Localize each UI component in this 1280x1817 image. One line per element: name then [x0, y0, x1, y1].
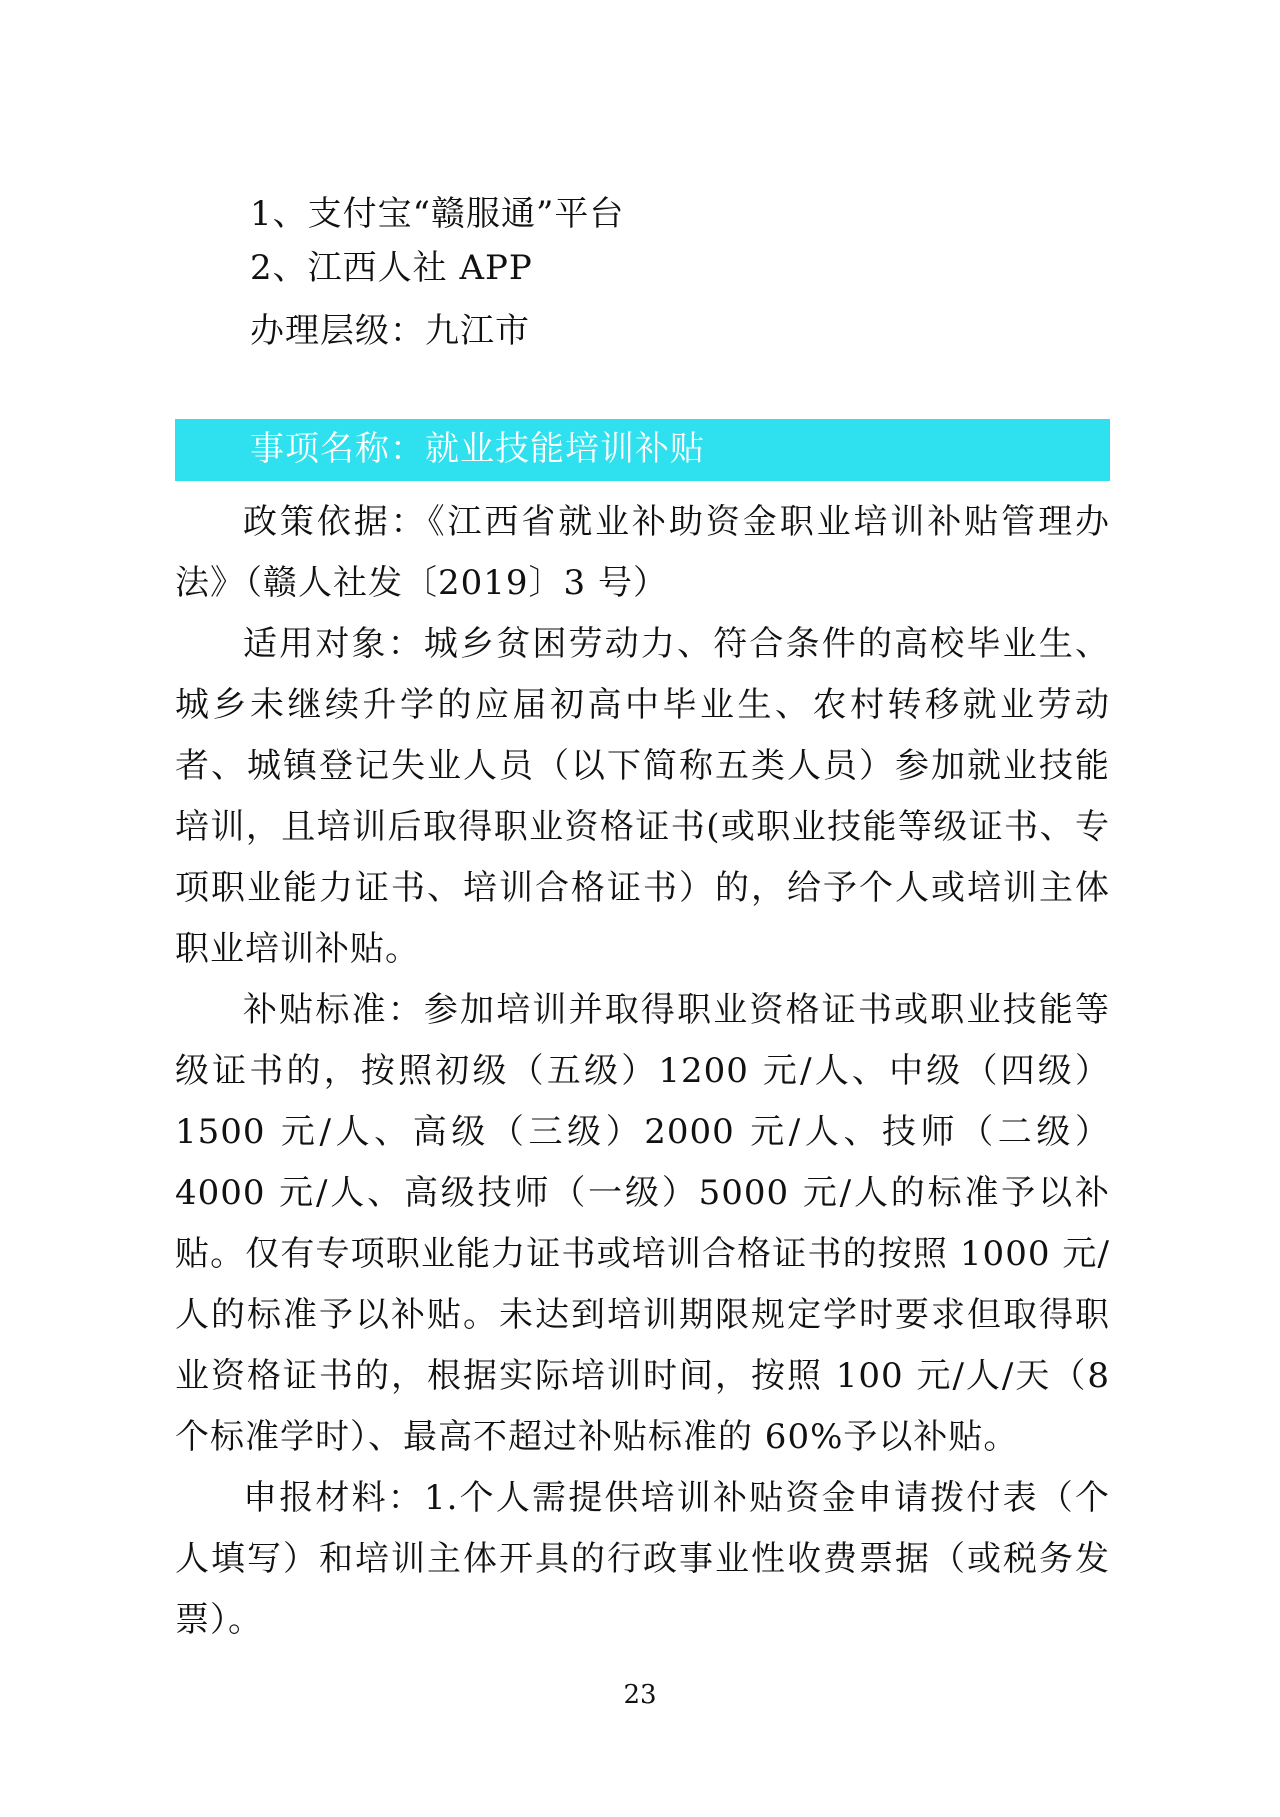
page-number: 23: [623, 1680, 657, 1710]
target-group-paragraph: 适用对象：城乡贫困劳动力、符合条件的高校毕业生、城乡未继续升学的应届初高中毕业生、农村转移就业劳动者、城镇登记失业人员（以下简称五类人员）参加就业技能培训，且培训后取得职业资格证书(或职业技能等级证书、专项职业能力证书、培训合格证书）的，给予个人或培训主体职业培训补贴。: [175, 624, 1110, 969]
section-title: 事项名称：就业技能培训补贴: [250, 429, 705, 469]
platform-item-2: 2、江西人社 APP: [250, 248, 533, 288]
platform-item-1: 1、支付宝“赣服通”平台: [250, 194, 625, 234]
section-title-bar: [175, 419, 1110, 481]
policy-basis-paragraph: 政策依据：《江西省就业补助资金职业培训补贴管理办法》（赣人社发〔2019〕3 号）: [175, 502, 1110, 603]
handling-level: 办理层级：九江市: [250, 311, 530, 351]
subsidy-standard-paragraph: 补贴标准：参加培训并取得职业资格证书或职业技能等级证书的，按照初级（五级）1200 元/人、中级（四级）1500 元/人、高级（三级）2000 元/人、技师（二级）4000 元/人、高级技师（一级）5000 元/人的标准予以补贴。仅有专项职业能力证书或培训合格证书的按照 1000 元/人的标准予以补贴。未达到培训期限规定学时要求但取得职业资格证书的，根据实际培训时间，按照 100 元/人/天（8 个标准学时）、最高不超过补贴标准的 60%予以补贴。: [175, 990, 1110, 1457]
materials-paragraph: 申报材料：1.个人需提供培训补贴资金申请拨付表（个人填写）和培训主体开具的行政事业性收费票据（或税务发票）。: [175, 1478, 1110, 1640]
section-body: [175, 492, 1110, 1651]
